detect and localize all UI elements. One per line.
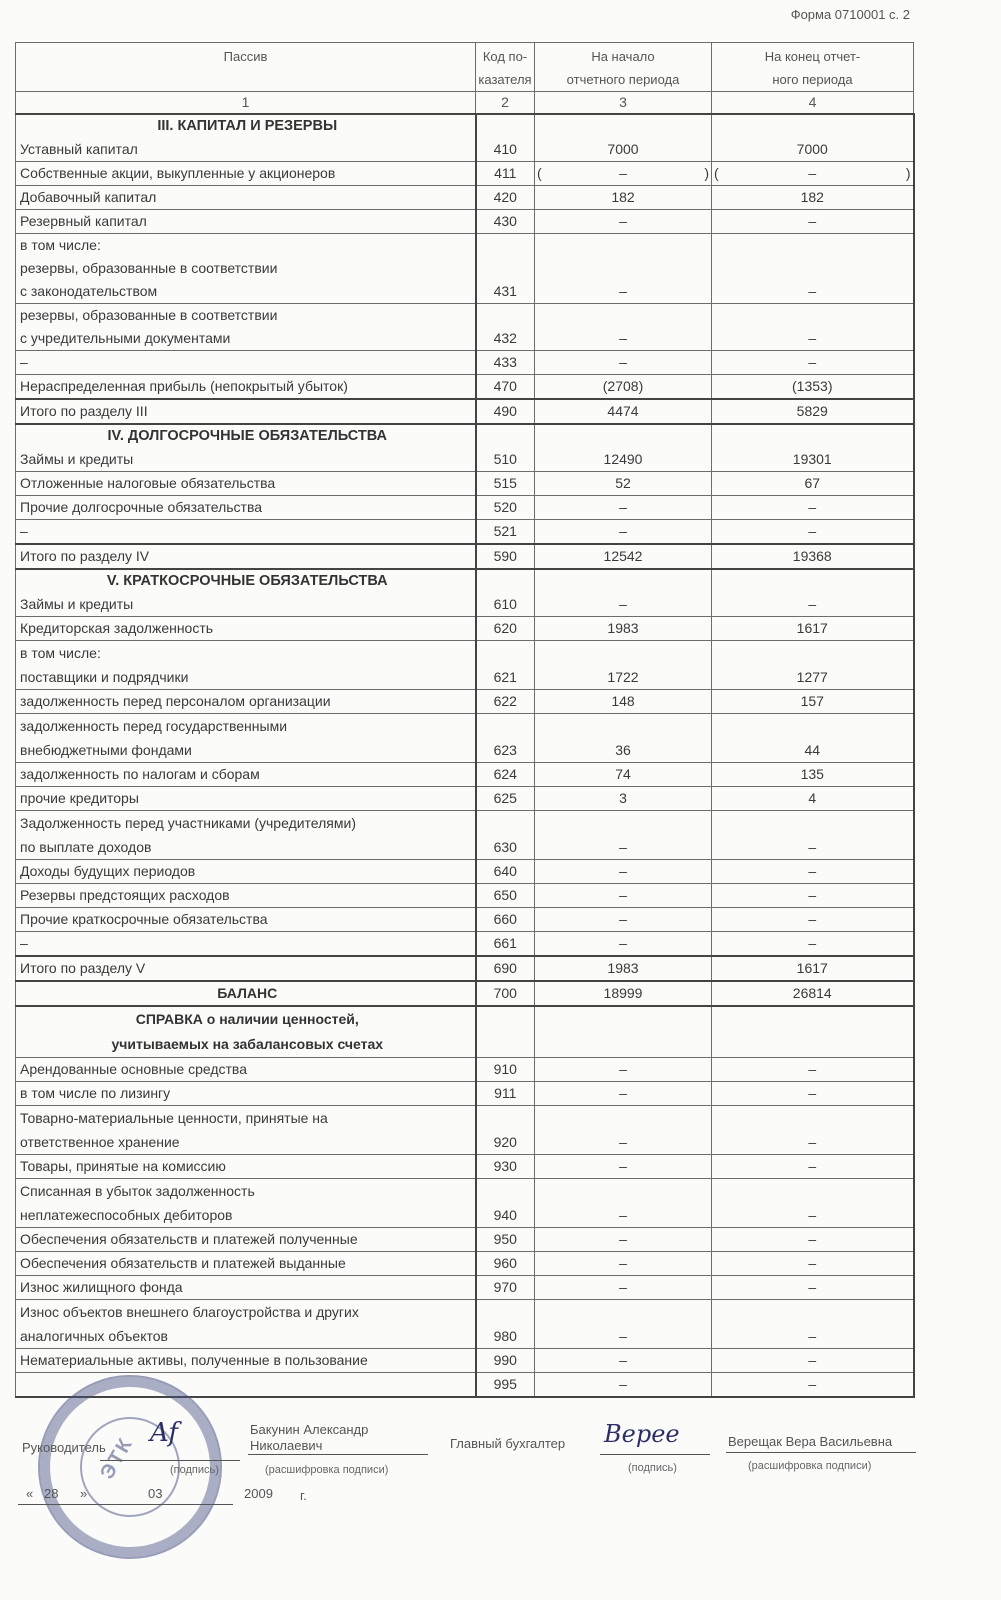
row-name: Кредиторская задолженность [16, 617, 476, 641]
row-name-line: задолженность перед государственными [20, 718, 288, 734]
row-end-value: 5829 [712, 399, 914, 424]
row-name-line: ответственное хранение [20, 1134, 180, 1150]
header-row [16, 43, 914, 92]
row-end-value: (1353) [712, 375, 914, 400]
row-end-value: – [712, 1179, 914, 1228]
row-code: 910 [476, 1058, 535, 1082]
row-name: Доходы будущих периодов [16, 860, 476, 884]
row-code: 420 [476, 186, 535, 210]
empty-cell [535, 1006, 712, 1058]
row-start-value: – [535, 234, 712, 304]
row-name-text: Займы и кредиты [20, 596, 134, 612]
table-row [16, 1276, 914, 1300]
row-end-value: – [712, 234, 914, 304]
row-code: 620 [476, 617, 535, 641]
row-end-value: – [712, 932, 914, 957]
head-signature-caption: (подпись) [170, 1464, 219, 1476]
row-code: 661 [476, 932, 535, 957]
row-start-value: – [535, 1300, 712, 1349]
row-code: 690 [476, 956, 535, 981]
row-name [16, 1106, 476, 1155]
date-year: 2009 [244, 1486, 273, 1501]
row-start-value: – [535, 1106, 712, 1155]
row-start-value: 148 [535, 690, 712, 714]
row-start-value: 4474 [535, 399, 712, 424]
paren-open: ( [714, 165, 719, 181]
row-name [16, 304, 476, 351]
table-row [16, 569, 914, 617]
table-row [16, 114, 914, 162]
row-end-value: 7000 [712, 114, 914, 162]
row-end-value: – [712, 884, 914, 908]
header-start-line1: На начало [591, 49, 655, 64]
head-name-caption: (расшифровка подписи) [265, 1464, 389, 1476]
row-end-value: – [712, 811, 914, 860]
row-start-value: – [535, 1082, 712, 1106]
row-start-value: – [535, 884, 712, 908]
paren-close: ) [905, 165, 911, 181]
row-start-value: 1983 [535, 617, 712, 641]
row-end-value: – [712, 1349, 914, 1373]
row-code: 490 [476, 399, 535, 424]
row-start-value: 12490 [535, 424, 712, 472]
row-code: 920 [476, 1106, 535, 1155]
row-code: 411 [476, 162, 535, 186]
row-start-value: – [535, 932, 712, 957]
row-name: Резервный капитал [16, 210, 476, 234]
row-code: 640 [476, 860, 535, 884]
table-row [16, 641, 914, 690]
row-name: Прочие долгосрочные обязательства [16, 496, 476, 520]
date-line [18, 1504, 233, 1505]
accountant-name-caption: (расшифровка подписи) [748, 1460, 872, 1472]
row-name: – [16, 932, 476, 957]
table-row [16, 1082, 914, 1106]
row-code: 622 [476, 690, 535, 714]
row-end-value: – [712, 1252, 914, 1276]
table-row [16, 787, 914, 811]
row-code: 430 [476, 210, 535, 234]
table-row [16, 908, 914, 932]
section-title-3: III. КАПИТАЛ И РЕЗЕРВЫ [157, 118, 338, 134]
memo-title [16, 1006, 476, 1058]
row-name: Прочие краткосрочные обязательства [16, 908, 476, 932]
row-end-value: – [712, 210, 914, 234]
table-row [16, 351, 914, 375]
row-code: 990 [476, 1349, 535, 1373]
row-code: 995 [476, 1373, 535, 1398]
head-name-line2: Николаевич [250, 1438, 323, 1453]
row-code: 470 [476, 375, 535, 400]
row-start-value: – [535, 520, 712, 545]
row-name [16, 114, 476, 162]
row-end-value: 182 [712, 186, 914, 210]
row-end-value: – [712, 569, 914, 617]
row-start-value: – [535, 210, 712, 234]
row-end-value: 4 [712, 787, 914, 811]
row-name: Собственные акции, выкупленные у акционеров [16, 162, 476, 186]
header-period-start [535, 43, 712, 92]
row-name-line: с учредительными документами [20, 330, 231, 346]
row-name-line: аналогичных объектов [20, 1328, 168, 1344]
signatures-block [0, 1410, 1001, 1530]
accountant-signature-caption: (подпись) [628, 1462, 677, 1474]
row-name: Нераспределенная прибыль (непокрытый убыток) [16, 375, 476, 400]
row-end-value: – [712, 351, 914, 375]
row-name: задолженность по налогам и сборам [16, 763, 476, 787]
row-name [16, 714, 476, 763]
row-end-value: 19368 [712, 544, 914, 569]
row-start-value: (2708) [535, 375, 712, 400]
row-name-line: по выплате доходов [20, 839, 152, 855]
table-row [16, 186, 914, 210]
row-name [16, 234, 476, 304]
row-start-value: 18999 [535, 981, 712, 1006]
row-name: Товары, принятые на комиссию [16, 1155, 476, 1179]
row-code: 950 [476, 1228, 535, 1252]
row-name: Обеспечения обязательств и платежей выданные [16, 1252, 476, 1276]
row-name-line: неплатежеспособных дебиторов [20, 1207, 233, 1223]
row-name-line: внебюджетными фондами [20, 742, 192, 758]
head-name-line1: Бакунин Александр [250, 1422, 369, 1437]
table-row [16, 1252, 914, 1276]
balance-sheet-liabilities-table [15, 42, 915, 1398]
value: – [619, 165, 627, 181]
row-code: 980 [476, 1300, 535, 1349]
row-code: 515 [476, 472, 535, 496]
row-end-value: – [712, 1228, 914, 1252]
table-row [16, 617, 914, 641]
table-row [16, 1106, 914, 1155]
row-name [16, 424, 476, 472]
date-quote-open: « [26, 1486, 34, 1501]
table-row [16, 811, 914, 860]
row-start-value: – [535, 304, 712, 351]
row-name: Итого по разделу IV [16, 544, 476, 569]
row-name: в том числе по лизингу [16, 1082, 476, 1106]
row-end-value: – [712, 1082, 914, 1106]
row-name: прочие кредиторы [16, 787, 476, 811]
row-code: 625 [476, 787, 535, 811]
table-row [16, 472, 914, 496]
accountant-name: Верещак Вера Васильевна [728, 1434, 893, 1449]
row-end-value: – [712, 860, 914, 884]
table-row [16, 1058, 914, 1082]
row-name-line: в том числе: [20, 237, 101, 253]
row-start-value: – [535, 569, 712, 617]
table-row [16, 210, 914, 234]
row-start-value: – [535, 1349, 712, 1373]
row-start-value: – [535, 1252, 712, 1276]
row-name-line: Задолженность перед участниками (учредителями) [20, 815, 356, 831]
header-period-end [712, 43, 914, 92]
row-code: 521 [476, 520, 535, 545]
column-number-row [16, 92, 914, 115]
value: – [808, 165, 817, 181]
table-row [16, 860, 914, 884]
row-end-value [712, 162, 914, 186]
header-end-line2: ного периода [772, 72, 853, 87]
row-code: 930 [476, 1155, 535, 1179]
row-code: 970 [476, 1276, 535, 1300]
form-number: Форма 0710001 с. 2 [790, 7, 910, 22]
table-row [16, 1179, 914, 1228]
header-code [476, 43, 535, 92]
section-title-5: V. КРАТКОСРОЧНЫЕ ОБЯЗАТЕЛЬСТВА [106, 573, 388, 589]
row-name: Арендованные основные средства [16, 1058, 476, 1082]
row-name-line: резервы, образованные в соответствии [20, 260, 278, 276]
table-row [16, 1228, 914, 1252]
row-name-line: Товарно-материальные ценности, принятые на [20, 1110, 328, 1126]
row-start-value: – [535, 1228, 712, 1252]
row-end-value: – [712, 1106, 914, 1155]
row-name-text: Уставный капитал [20, 141, 138, 157]
row-name-line: в том числе: [20, 645, 101, 661]
row-end-value: – [712, 496, 914, 520]
table-row [16, 1155, 914, 1179]
table-row [16, 496, 914, 520]
table-row [16, 763, 914, 787]
row-start-value: 1983 [535, 956, 712, 981]
empty-cell [712, 1006, 914, 1058]
table-row-total [16, 544, 914, 569]
row-code: 650 [476, 884, 535, 908]
row-start-value: 1722 [535, 641, 712, 690]
row-name-line: Износ объектов внешнего благоустройства и других [20, 1304, 359, 1320]
row-end-value: 44 [712, 714, 914, 763]
row-start-value: – [535, 860, 712, 884]
date-quote-close: » [80, 1486, 88, 1501]
row-name: Итого по разделу V [16, 956, 476, 981]
header-code-line2: казателя [478, 72, 532, 87]
row-start-value [535, 162, 712, 186]
table-row-total [16, 399, 914, 424]
column-number-4: 4 [712, 92, 914, 115]
head-signature-icon: Af [150, 1418, 178, 1448]
row-name-line: с законодательством [20, 283, 158, 299]
table-row [16, 714, 914, 763]
memo-title-line2: учитываемых на забалансовых счетах [111, 1036, 384, 1052]
row-code: 433 [476, 351, 535, 375]
row-name: Резервы предстоящих расходов [16, 884, 476, 908]
row-end-value: 1617 [712, 956, 914, 981]
row-name: Нематериальные активы, полученные в пользование [16, 1349, 476, 1373]
row-name [16, 569, 476, 617]
row-start-value: 12542 [535, 544, 712, 569]
row-code: 590 [476, 544, 535, 569]
header-liabilities: Пассив [16, 43, 476, 92]
column-number-3: 3 [535, 92, 712, 115]
table-row [16, 1300, 914, 1349]
row-start-value: 182 [535, 186, 712, 210]
row-start-value: 36 [535, 714, 712, 763]
row-start-value: 3 [535, 787, 712, 811]
row-start-value: 7000 [535, 114, 712, 162]
row-code: 432 [476, 304, 535, 351]
row-name: – [16, 351, 476, 375]
row-name: задолженность перед персоналом организации [16, 690, 476, 714]
row-code: 911 [476, 1082, 535, 1106]
row-name: Отложенные налоговые обязательства [16, 472, 476, 496]
table-row [16, 162, 914, 186]
memo-title-line1: СПРАВКА о наличии ценностей, [135, 1011, 359, 1027]
header-start-line2: отчетного периода [566, 72, 680, 87]
table-row [16, 234, 914, 304]
row-code: 520 [476, 496, 535, 520]
paren-open: ( [537, 165, 542, 181]
row-code: 660 [476, 908, 535, 932]
row-end-value: 19301 [712, 424, 914, 472]
row-end-value: 1617 [712, 617, 914, 641]
table-row-total [16, 956, 914, 981]
table-row [16, 884, 914, 908]
row-code: 431 [476, 234, 535, 304]
empty-cell [476, 1006, 535, 1058]
row-end-value: – [712, 1058, 914, 1082]
head-signature-line [100, 1460, 240, 1461]
row-start-value: – [535, 496, 712, 520]
head-label: Руководитель [22, 1440, 106, 1455]
accountant-signature-icon: Верее [604, 1420, 680, 1448]
memo-title-row [16, 1006, 914, 1058]
table-row [16, 1349, 914, 1373]
date-day: 28 [44, 1486, 59, 1501]
row-end-value: 1277 [712, 641, 914, 690]
date-year-suffix: г. [300, 1488, 307, 1503]
row-end-value: 135 [712, 763, 914, 787]
row-start-value: – [535, 1373, 712, 1398]
row-code: 621 [476, 641, 535, 690]
table-row-balance [16, 981, 914, 1006]
row-code: 960 [476, 1252, 535, 1276]
row-code: 630 [476, 811, 535, 860]
row-start-value: – [535, 1155, 712, 1179]
table-row [16, 690, 914, 714]
row-end-value: 67 [712, 472, 914, 496]
row-code: 940 [476, 1179, 535, 1228]
row-name-text: Займы и кредиты [20, 451, 134, 467]
row-end-value: – [712, 1300, 914, 1349]
row-start-value: – [535, 351, 712, 375]
row-end-value: – [712, 1155, 914, 1179]
row-name-line: резервы, образованные в соответствии [20, 307, 278, 323]
row-end-value: 26814 [712, 981, 914, 1006]
balance-title: БАЛАНС [16, 981, 476, 1006]
row-name: Обеспечения обязательств и платежей полученные [16, 1228, 476, 1252]
table-row [16, 520, 914, 545]
seal-text: ЭТК [96, 1433, 138, 1484]
row-start-value: – [535, 811, 712, 860]
row-name: Добавочный капитал [16, 186, 476, 210]
row-code: 623 [476, 714, 535, 763]
table-row [16, 304, 914, 351]
row-name-line: поставщики и подрядчики [20, 669, 189, 685]
row-end-value: – [712, 1276, 914, 1300]
accountant-name-line [726, 1452, 916, 1453]
column-number-1: 1 [16, 92, 476, 115]
row-start-value: – [535, 1276, 712, 1300]
accountant-label: Главный бухгалтер [450, 1436, 566, 1451]
date-month: 03 [148, 1486, 163, 1501]
row-end-value: – [712, 908, 914, 932]
accountant-signature-line [600, 1454, 710, 1455]
row-start-value: – [535, 1179, 712, 1228]
row-name [16, 1300, 476, 1349]
row-code: 410 [476, 114, 535, 162]
header-end-line1: На конец отчет- [764, 49, 861, 64]
row-start-value: 74 [535, 763, 712, 787]
row-end-value: 157 [712, 690, 914, 714]
row-name: Итого по разделу III [16, 399, 476, 424]
row-name: Износ жилищного фонда [16, 1276, 476, 1300]
row-name [16, 811, 476, 860]
table-row [16, 375, 914, 400]
header-code-line1: Код по- [482, 49, 528, 64]
paren-close: ) [704, 165, 709, 181]
row-start-value: 52 [535, 472, 712, 496]
row-end-value: – [712, 520, 914, 545]
row-end-value: – [712, 304, 914, 351]
row-start-value: – [535, 1058, 712, 1082]
table-row [16, 932, 914, 957]
table-row [16, 424, 914, 472]
row-name-line: Списанная в убыток задолженность [20, 1183, 255, 1199]
row-code: 700 [476, 981, 535, 1006]
row-name [16, 641, 476, 690]
row-start-value: – [535, 908, 712, 932]
row-code: 624 [476, 763, 535, 787]
row-name [16, 1179, 476, 1228]
row-name: – [16, 520, 476, 545]
row-end-value: – [712, 1373, 914, 1398]
section-title-4: IV. ДОЛГОСРОЧНЫЕ ОБЯЗАТЕЛЬСТВА [107, 428, 387, 444]
column-number-2: 2 [476, 92, 535, 115]
head-name-line [248, 1454, 428, 1455]
row-code: 510 [476, 424, 535, 472]
row-code: 610 [476, 569, 535, 617]
